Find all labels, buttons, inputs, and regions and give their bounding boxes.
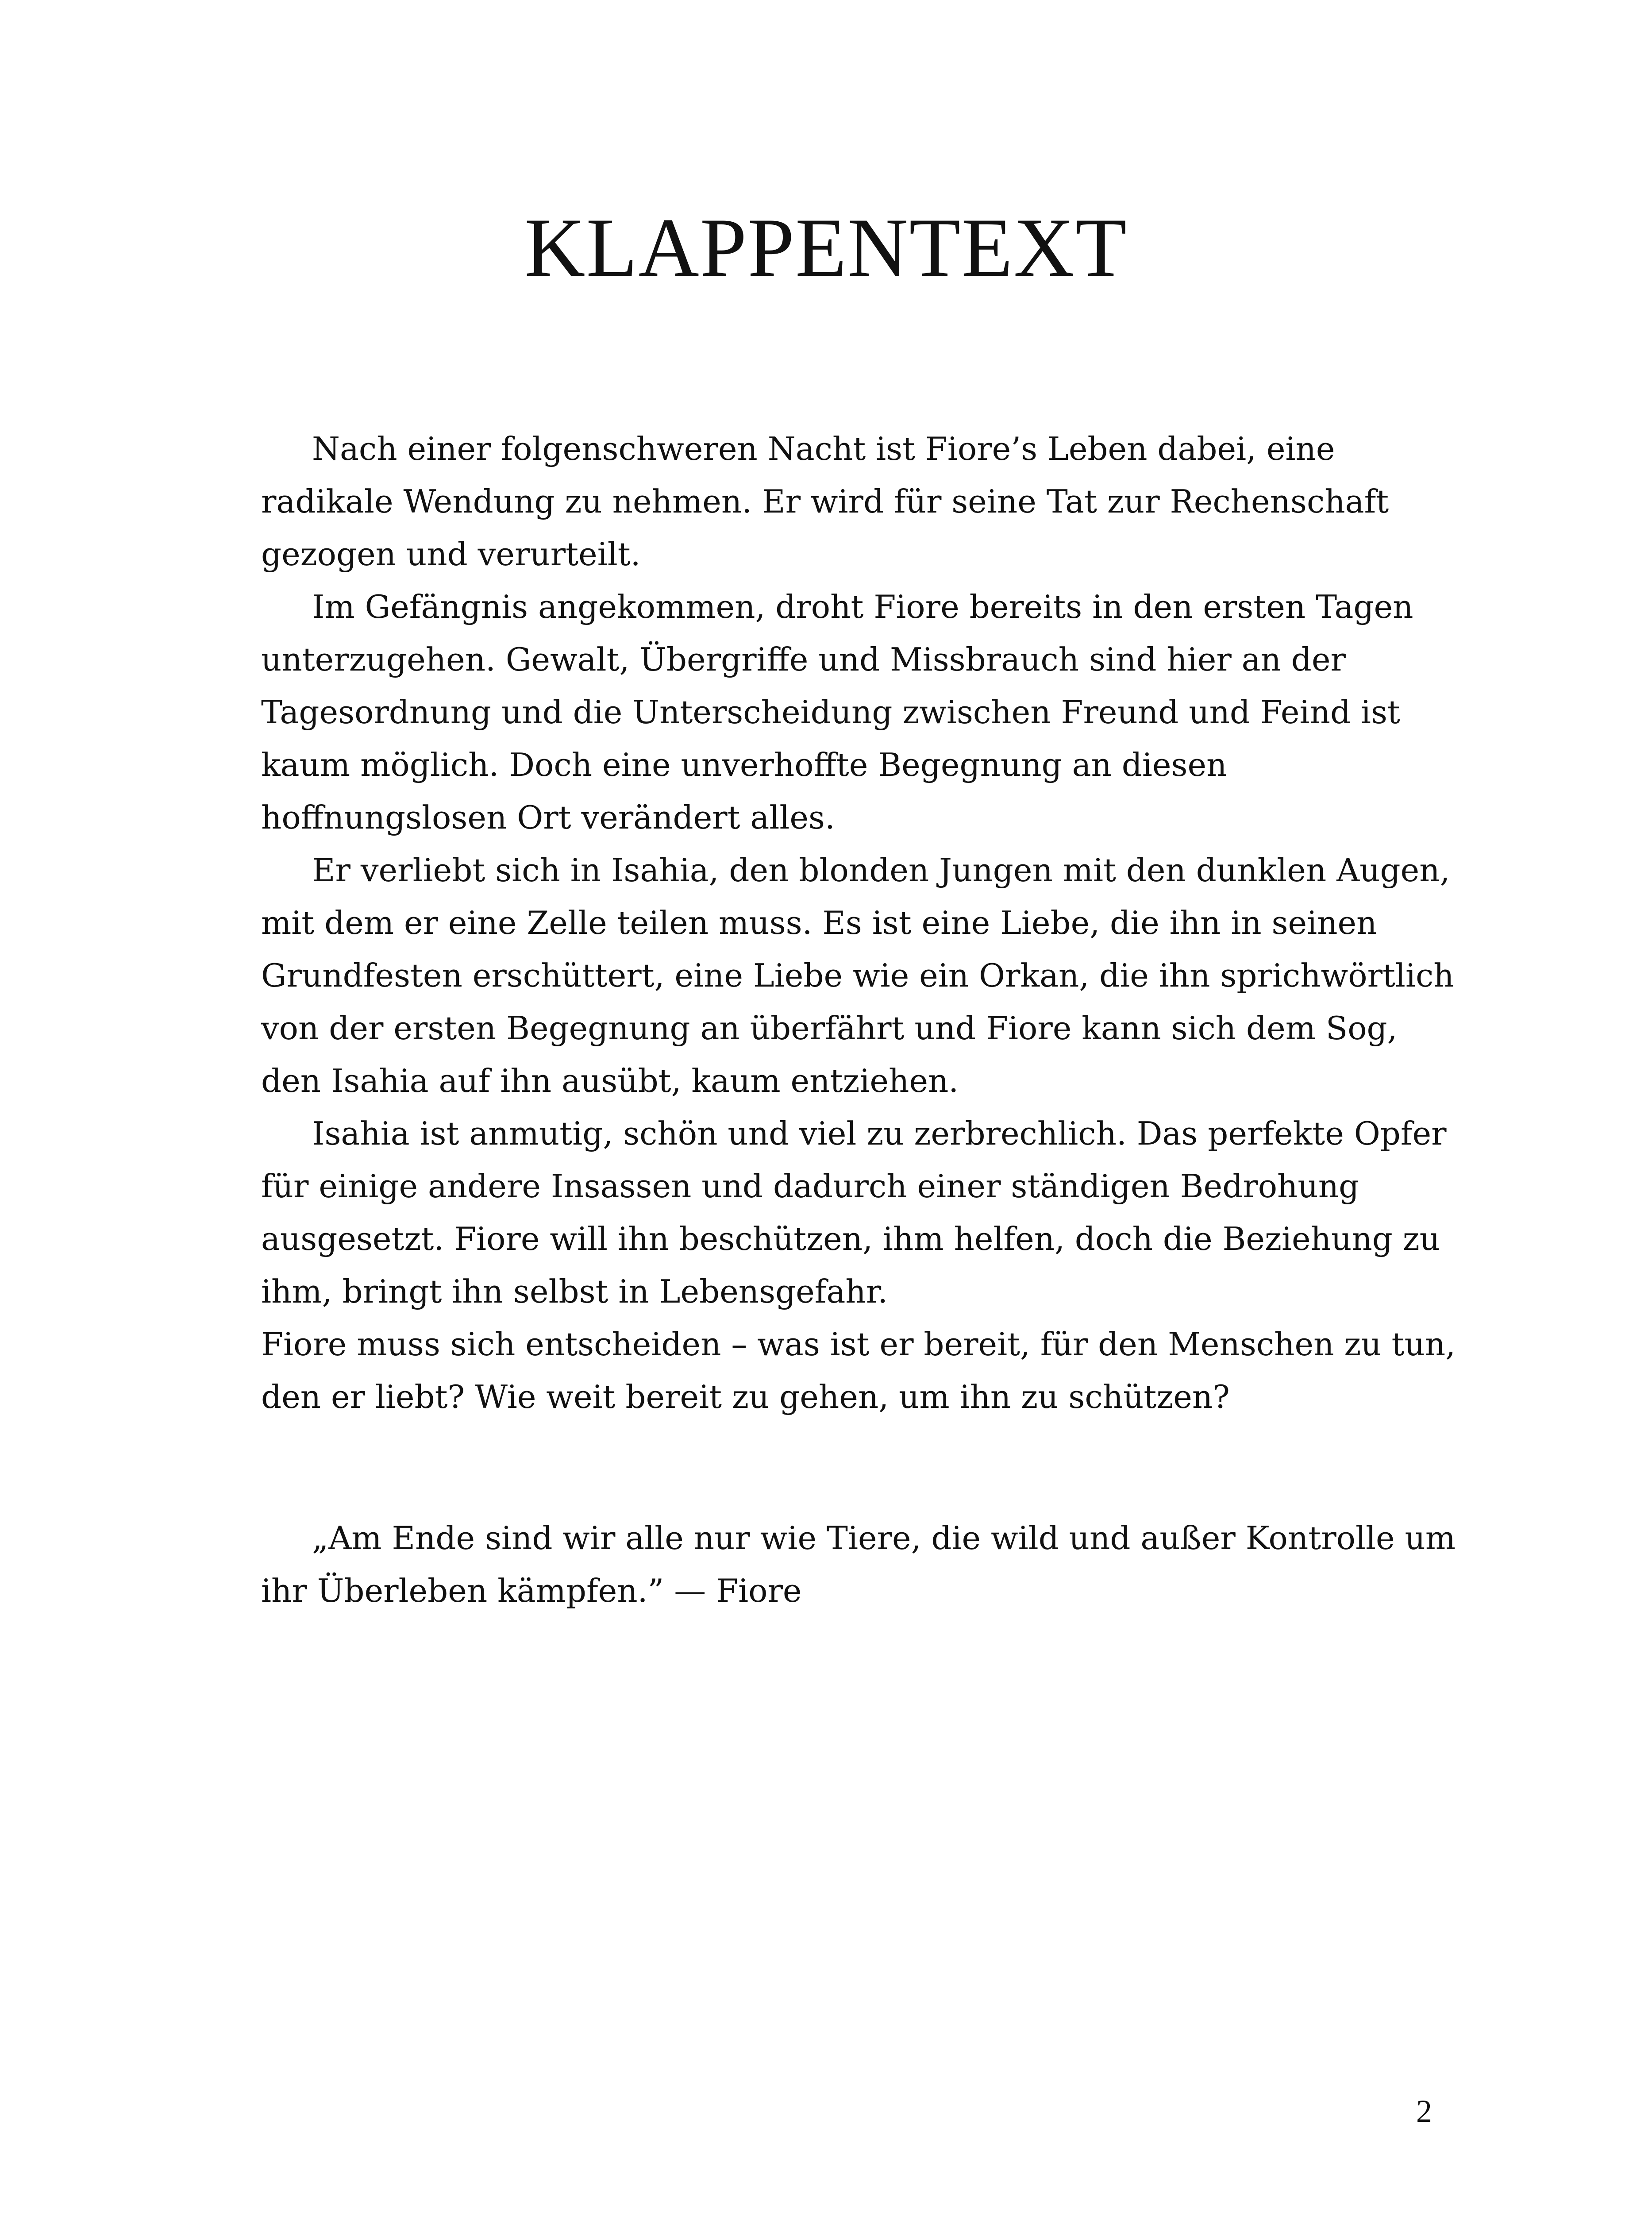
paragraph: Fiore muss sich entscheiden – was ist er bereit, für den Menschen zu tun, den er liebt? Wie weit bereit zu gehen, um ihn zu schützen? [261,1326,1456,1415]
paragraph: Er verliebt sich in Isahia, den blonden Jungen mit den dunklen Augen, mit dem er eine Zelle teilen muss. Es ist eine Liebe, die ihn in seinen Grundfesten erschüttert, eine Liebe wie ein Orkan, die ihn sprichwörtlich von der ersten Begegnung an überfährt und Fiore kann sich dem Sog, den Isahia auf ihn ausübt, kaum entziehen. [261,852,1454,1099]
paragraph: Im Gefängnis angekommen, droht Fiore bereits in den ersten Tagen unterzugehen. Gewalt, Übergriffe und Missbrauch sind hier an der Tagesordnung und die Unterscheidung zwischen Freund und Feind ist kaum möglich. Doch eine unverhoffte Begegnung an diesen hoffnungslosen Ort verändert alles. [261,588,1413,836]
paragraph: Isahia ist anmutig, schön und viel zu zerbrechlich. Das perfekte Opfer für einige andere Insassen und dadurch einer ständigen Bedrohung ausgesetzt. Fiore will ihn beschützen, ihm helfen, doch die Beziehung zu ihm, bringt ihn selbst in Lebensgefahr. [261,1115,1447,1310]
paragraph: Nach einer folgenschweren Nacht ist Fiore’s Leben dabei, eine radikale Wendung zu nehmen. Er wird für seine Tat zur Rechenschaft gezogen und verurteilt. [261,430,1389,573]
page-title: KLAPPENTEXT [524,201,1128,294]
quote: „Am Ende sind wir alle nur wie Tiere, die wild und außer Kontrolle um ihr Überleben kämpfen.” — Fiore [261,1519,1456,1609]
blurb-text [261,423,1456,1617]
page-number: 2 [1416,2093,1432,2129]
